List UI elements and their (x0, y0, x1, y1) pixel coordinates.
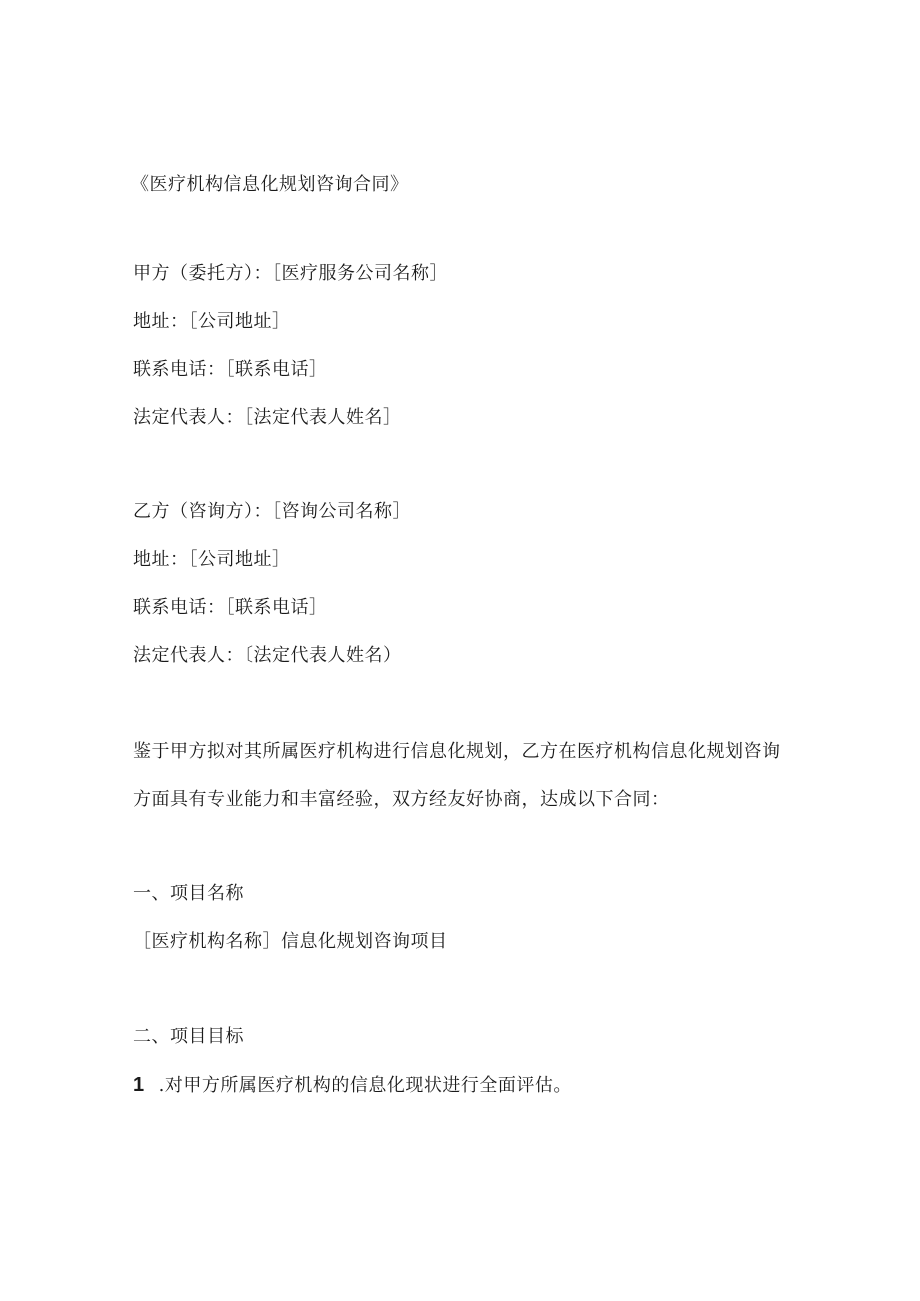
party-a-address: 地址：［公司地址］ (133, 311, 291, 332)
contract-title: 《医疗机构信息化规划咨询合同》 (131, 174, 409, 195)
section-1-heading: 一、项目名称 (133, 883, 244, 904)
preamble-line-1: 鉴于甲方拟对其所属医疗机构进行信息化规划，乙方在医疗机构信息化规划咨询 (133, 741, 781, 762)
section-2-item-1 (133, 1073, 572, 1098)
item-text: .对甲方所属医疗机构的信息化现状进行全面评估。 (158, 1075, 572, 1096)
party-a-heading: 甲方（委托方）：［医疗服务公司名称］ (133, 263, 448, 284)
party-b-representative: 法定代表人：〔法定代表人姓名） (133, 645, 402, 666)
item-number: 1 (133, 1074, 145, 1096)
party-b-address: 地址：［公司地址］ (133, 549, 291, 570)
party-a-representative: 法定代表人：［法定代表人姓名］ (133, 407, 402, 428)
section-2-heading: 二、项目目标 (133, 1026, 244, 1047)
preamble-line-2: 方面具有专业能力和丰富经验，双方经友好协商，达成以下合同： (133, 789, 670, 810)
section-1-content: ［医疗机构名称］信息化规划咨询项目 (133, 931, 448, 952)
party-b-heading: 乙方（咨询方）：［咨询公司名称］ (133, 501, 411, 522)
party-b-phone: 联系电话：［联系电话］ (133, 597, 328, 618)
party-a-phone: 联系电话：［联系电话］ (133, 359, 328, 380)
